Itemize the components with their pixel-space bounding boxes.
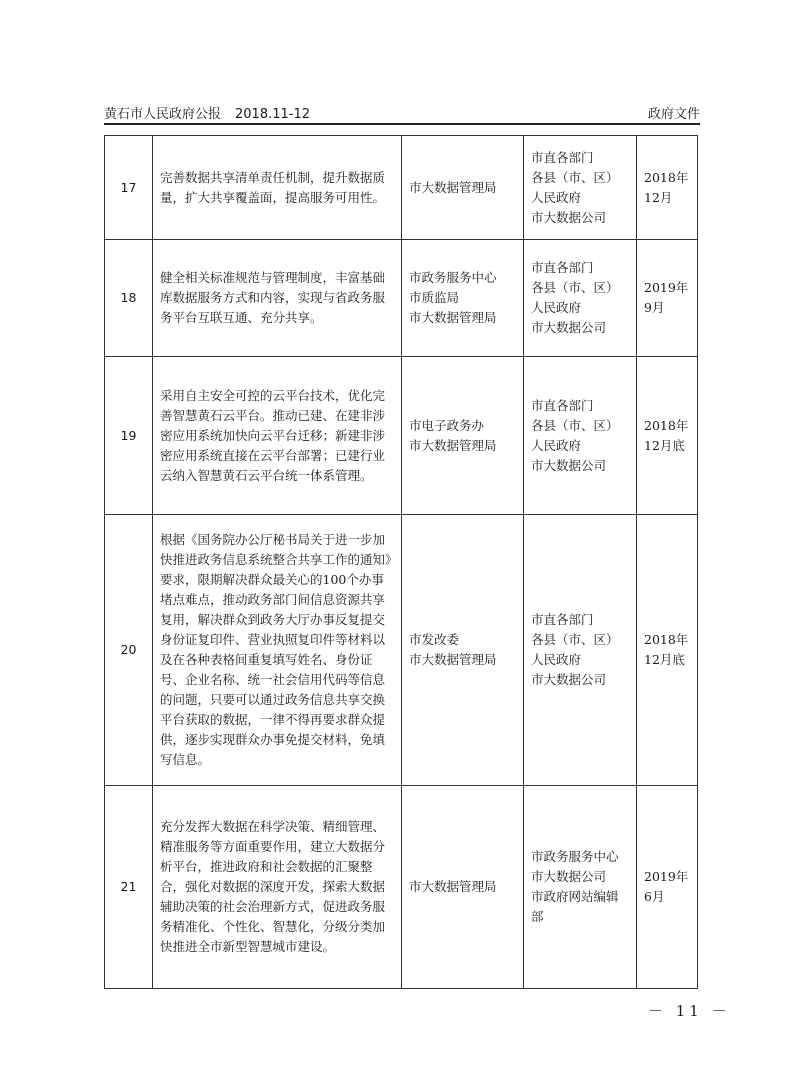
header-section: 政府文件	[647, 107, 700, 122]
task-table	[104, 135, 698, 989]
page-header	[104, 103, 700, 123]
deadline: 2018年12月	[637, 136, 698, 240]
header-publication	[104, 103, 310, 122]
table-row	[105, 786, 698, 989]
lead-unit: 市电子政务办 市大数据管理局	[402, 357, 524, 515]
task-description: 充分发挥大数据在科学决策、精细管理、精准服务等方面重要作用，建立大数据分析平台，推进政府和社会数据的汇聚整合，强化对数据的深度开发，探索大数据辅助决策的社会治理新方式，促进政务服务精准化、个性化、智慧化，分级分类加快推进全市新型智慧城市建设。	[153, 786, 402, 989]
row-number: 17	[105, 136, 153, 240]
task-description: 采用自主安全可控的云平台技术，优化完善智慧黄石云平台。推动已建、在建非涉密应用系统加快向云平台迁移；新建非涉密应用系统直接在云平台部署；已建行业云纳入智慧黄石云平台统一体系管理。	[153, 357, 402, 515]
lead-unit: 市大数据管理局	[402, 786, 524, 989]
task-description: 健全相关标准规范与管理制度，丰富基础库数据服务方式和内容，实现与省政务服务平台互联互通、充分共享。	[153, 240, 402, 357]
deadline: 2019年9月	[637, 240, 698, 357]
page-number: － 11 －	[648, 1002, 731, 1020]
cooperating-units: 市直各部门 各县（市、区）人民政府 市大数据公司	[524, 515, 637, 786]
header-rule	[104, 123, 700, 125]
row-number: 20	[105, 515, 153, 786]
lead-unit: 市政务服务中心 市质监局 市大数据管理局	[402, 240, 524, 357]
row-number: 21	[105, 786, 153, 989]
lead-unit: 市发改委 市大数据管理局	[402, 515, 524, 786]
deadline: 2018年12月底	[637, 357, 698, 515]
table-row	[105, 515, 698, 786]
cooperating-units: 市直各部门 各县（市、区）人民政府 市大数据公司	[524, 136, 637, 240]
cooperating-units: 市直各部门 各县（市、区）人民政府 市大数据公司	[524, 357, 637, 515]
cooperating-units: 市直各部门 各县（市、区）人民政府 市大数据公司	[524, 240, 637, 357]
publication-name: 黄石市人民政府公报	[104, 107, 222, 122]
row-number: 19	[105, 357, 153, 515]
table-row	[105, 357, 698, 515]
table-row	[105, 240, 698, 357]
deadline: 2018年12月底	[637, 515, 698, 786]
row-number: 18	[105, 240, 153, 357]
table-row	[105, 136, 698, 240]
deadline: 2019年6月	[637, 786, 698, 989]
task-description: 根据《国务院办公厅秘书局关于进一步加快推进政务信息系统整合共享工作的通知》要求，限期解决群众最关心的100个办事堵点难点，推动政务部门间信息资源共享复用，解决群众到政务大厅办事反复提交身份证复印件、营业执照复印件等材料以及在各种表格间重复填写姓名、身份证号、企业名称、统一社会信用代码等信息的问题，只要可以通过政务信息共享交换平台获取的数据，一律不得再要求群众提供，逐步实现群众办事免提交材料，免填写信息。	[153, 515, 402, 786]
cooperating-units: 市政务服务中心 市大数据公司 市政府网站编辑部	[524, 786, 637, 989]
issue-date: 2018.11-12	[235, 107, 311, 122]
task-description: 完善数据共享清单责任机制，提升数据质量，扩大共享覆盖面，提高服务可用性。	[153, 136, 402, 240]
lead-unit: 市大数据管理局	[402, 136, 524, 240]
